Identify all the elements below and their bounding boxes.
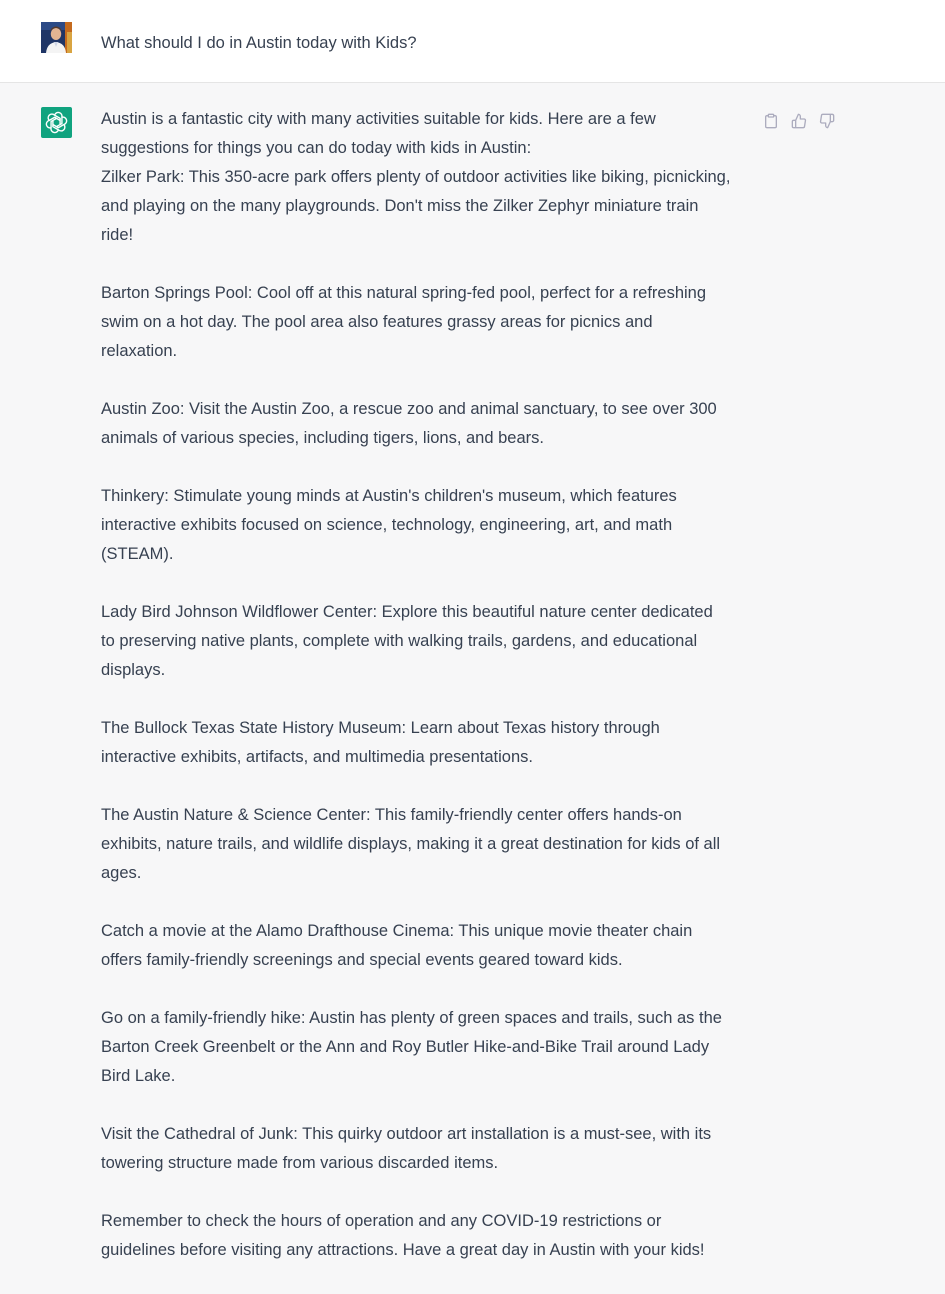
assistant-response <box>101 105 731 1294</box>
response-paragraph: Zilker Park: This 350-acre park offers plenty of outdoor activities like biking, picnicking, and playing on the many playgrounds. Don't miss the Zilker Zephyr miniature train ride! <box>101 168 731 244</box>
response-paragraph: Catch a movie at the Alamo Drafthouse Cinema: This unique movie theater chain offers family-friendly screenings and special events geared toward kids. <box>101 922 693 969</box>
thumbs-up-button[interactable] <box>789 111 808 130</box>
response-paragraph: Visit the Cathedral of Junk: This quirky outdoor art installation is a must-see, with its towering structure made from various discarded items. <box>101 1125 712 1172</box>
response-paragraph: Lady Bird Johnson Wildflower Center: Explore this beautiful nature center dedicated to preserving native plants, complete with walking trails, gardens, and educational displays. <box>101 603 713 679</box>
message-actions <box>761 111 836 130</box>
user-message-text: What should I do in Austin today with Kids? <box>101 34 417 52</box>
thumbs-down-icon <box>819 113 835 129</box>
user-avatar <box>41 22 72 53</box>
openai-logo-icon <box>46 112 67 133</box>
response-paragraph: The Bullock Texas State History Museum: Learn about Texas history through interactive exhibits, artifacts, and multimedia presentations. <box>101 719 660 766</box>
response-paragraph: Austin Zoo: Visit the Austin Zoo, a rescue zoo and animal sanctuary, to see over 300 animals of various species, including tigers, lions, and bears. <box>101 400 717 447</box>
thumbs-down-button[interactable] <box>817 111 836 130</box>
user-avatar-image <box>41 22 72 53</box>
response-paragraph: The Austin Nature & Science Center: This family-friendly center offers hands-on exhibits, nature trails, and wildlife displays, making it a great destination for kids of all ages. <box>101 806 721 882</box>
user-message-row <box>0 0 945 83</box>
copy-button[interactable] <box>761 111 780 130</box>
assistant-message-row <box>0 83 945 1259</box>
response-paragraph: Barton Springs Pool: Cool off at this natural spring-fed pool, perfect for a refreshing swim on a hot day. The pool area also features grassy areas for picnics and relaxation. <box>101 284 707 360</box>
response-paragraph: Remember to check the hours of operation and any COVID-19 restrictions or guidelines before visiting any attractions. Have a great day in Austin with your kids! <box>101 1212 705 1259</box>
response-paragraph: Go on a family-friendly hike: Austin has plenty of green spaces and trails, such as the Barton Creek Greenbelt or the Ann and Roy Butler Hike-and-Bike Trail around Lady Bird Lake. <box>101 1009 722 1085</box>
response-intro: Austin is a fantastic city with many activities suitable for kids. Here are a few suggestions for things you can do today with kids in Austin: <box>101 110 656 157</box>
response-paragraph: Thinkery: Stimulate young minds at Austin's children's museum, which features interactive exhibits focused on science, technology, engineering, art, and math (STEAM). <box>101 487 677 563</box>
assistant-avatar <box>41 107 72 138</box>
clipboard-icon <box>763 113 779 129</box>
thumbs-up-icon <box>791 113 807 129</box>
